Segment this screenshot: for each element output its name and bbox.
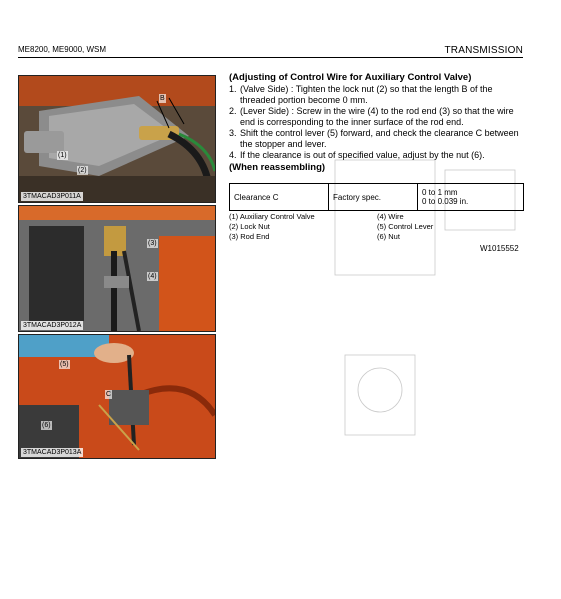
legend-item: (2) Lock Nut (229, 222, 270, 231)
spec-label: Clearance C (230, 184, 329, 211)
callout-3: (3) (148, 240, 157, 247)
spec-value-mm: 0 to 1 mm (422, 188, 458, 197)
photo-caption: 3TMACAD3P012A (23, 322, 82, 329)
header-rule (18, 57, 523, 58)
photo-auxiliary-valve-illustration (19, 76, 215, 202)
legend-left (229, 212, 315, 242)
step-item (229, 84, 529, 106)
photo-lever-side (18, 205, 216, 332)
spec-table (229, 183, 524, 211)
callout-1: (1) (58, 152, 67, 159)
step-number: 3. (229, 128, 237, 138)
step-item (229, 150, 529, 161)
spec-type: Factory spec. (329, 184, 418, 211)
callout-5: (5) (60, 361, 69, 368)
legend-right (377, 212, 433, 242)
legend-item: (6) Nut (377, 232, 400, 241)
callout-2: (2) (78, 167, 87, 174)
when-reassembling: (When reassembling) (229, 162, 326, 173)
photo-control-lever (18, 334, 216, 459)
spec-row (230, 184, 524, 211)
step-text: (Valve Side) : Tighten the lock nut (2) so that the length B of the threaded portion become 0 mm. (240, 84, 493, 105)
spec-values (418, 184, 524, 211)
section-title: (Adjusting of Control Wire for Auxiliary Control Valve) (229, 72, 472, 83)
step-item (229, 106, 529, 128)
photo-caption: 3TMACAD3P011A (23, 193, 81, 200)
callout-c: C (106, 391, 112, 398)
step-text: (Lever Side) : Screw in the wire (4) to the rod end (3) so that the wire end is corresponding to the inner surface of the rod end. (240, 106, 514, 127)
step-number: 4. (229, 150, 237, 160)
steps-list (229, 84, 529, 161)
callout-6: (6) (42, 422, 51, 429)
step-number: 2. (229, 106, 237, 116)
photo-auxiliary-valve (18, 75, 216, 203)
callout-4: (4) (148, 273, 157, 280)
step-text: Shift the control lever (5) forward, and check the clearance C between the stopper and lever. (240, 128, 519, 149)
photo-control-lever-illustration (19, 335, 215, 458)
spec-value-in: 0 to 0.039 in. (422, 197, 469, 206)
legend-item: (1) Auxiliary Control Valve (229, 212, 315, 221)
photo-caption: 3TMACAD3P013A (23, 449, 82, 456)
header-model: ME8200, ME9000, WSM (18, 45, 107, 54)
legend-item: (5) Control Lever (377, 222, 434, 231)
callout-b: B (160, 95, 165, 102)
legend-item: (3) Rod End (229, 232, 270, 241)
step-number: 1. (229, 84, 237, 94)
legend-item: (4) Wire (377, 212, 404, 221)
photo-lever-side-illustration (19, 206, 215, 331)
header-section: TRANSMISSION (444, 45, 523, 56)
procedure-text (229, 72, 529, 173)
step-item (229, 128, 529, 150)
document-code: W1015552 (480, 244, 519, 253)
step-text: If the clearance is out of specified value, adjust by the nut (6). (240, 150, 485, 160)
